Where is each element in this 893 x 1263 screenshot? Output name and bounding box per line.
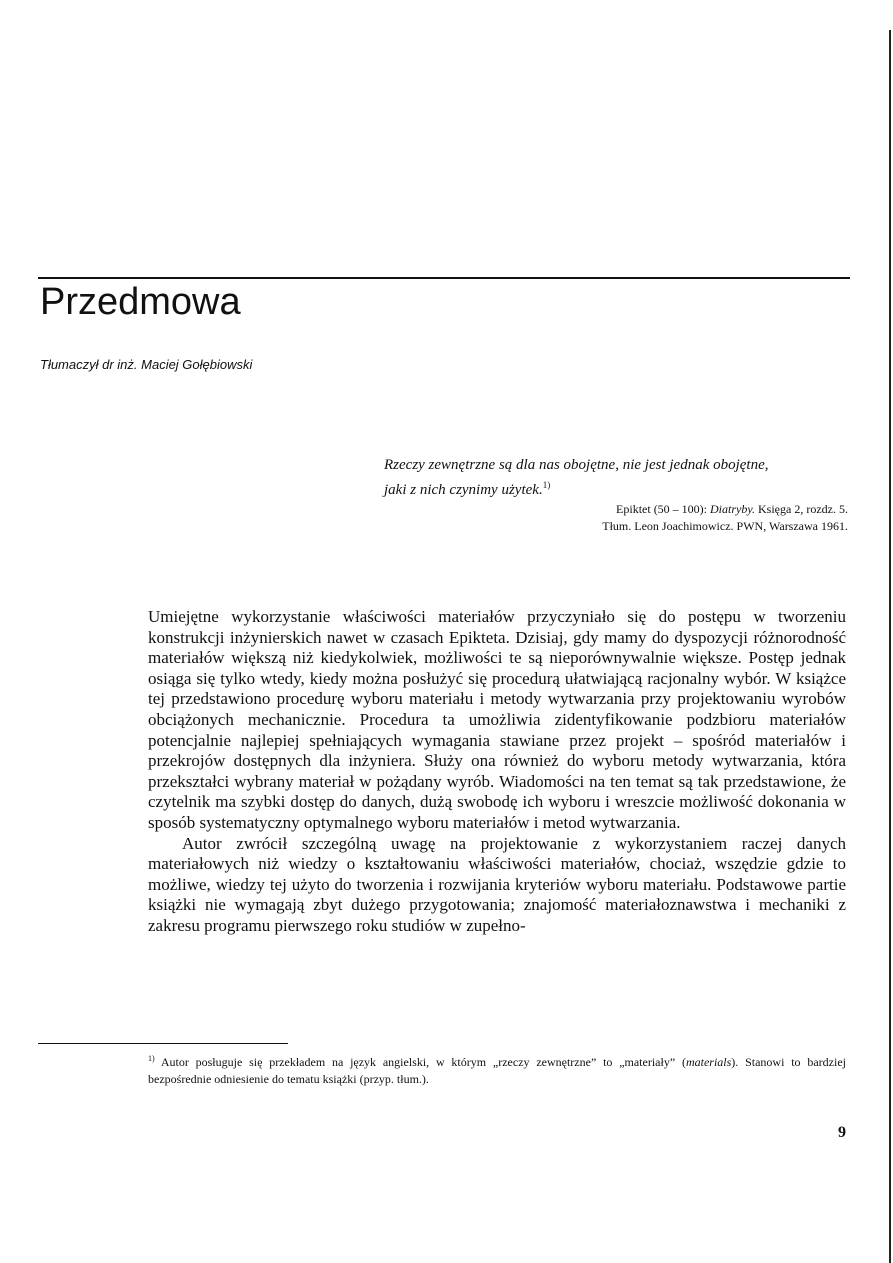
footnote-mark: 1) (148, 1054, 155, 1063)
body-text (148, 607, 846, 937)
footnote-term: materials (685, 1055, 732, 1069)
source-citation (384, 501, 848, 518)
epigraph-line-2 (384, 475, 846, 500)
heading-rule (38, 277, 850, 279)
translator-credit: Tłumaczył dr inż. Maciej Gołębiowski (40, 357, 253, 372)
page-number: 9 (838, 1124, 846, 1141)
epigraph-source (384, 501, 848, 535)
paragraph-1: Umiejętne wykorzystanie właściwości materiałów przyczyniało się do postępu w tworzeniu konstrukcji inżynierskich nawet w czasach Epikteta. Dzisiaj, gdy mamy do dyspozycji różnorodność materiałów większą niż kiedykolwiek, możliwości te są nieporównywalnie większe. Postęp jednak osiąga się tylko wtedy, kiedy można posłużyć się procedurą ułatwiającą racjonalny wybór. W książce tej przedstawiono procedurę wyboru materiału i metody wytwarzania przy projektowaniu wyrobów obciążonych mechanicznie. Procedura ta umożliwia zidentyfikowanie podzbioru materiałów potencjalnie najlepiej spełniających wymagania stawiane przez projekt – spośród materiałów i przekrojów dostępnych dla inżyniera. Służy ona również do wyboru metody wytwarzania, która przekształci wybrany materiał w pożądany wyrób. Wiadomości na ten temat są tak przedstawione, że czytelnik ma szybki dostęp do danych, dużą swobodę ich wyboru i wreszcie możliwość dokonania w sposób systematyczny optymalnego wyboru materiałów i metod wytwarzania. (148, 607, 846, 832)
footnote (148, 1050, 846, 1088)
source-work: Diatryby. (710, 502, 756, 516)
epigraph-line-1: Rzeczy zewnętrzne są dla nas obojętne, nie jest jednak obojętne, (384, 457, 769, 473)
footnote-text-after: ). Stanowi to bardziej bezpośrednie odniesienie do tematu książki (przyp. tłum.). (148, 1055, 846, 1086)
footnote-text-before: Autor posługuje się przekładem na język angielski, w którym „rzeczy zewnętrzne” to „materiały” ( (160, 1055, 686, 1069)
epigraph (384, 455, 846, 500)
source-location: Księga 2, rozdz. 5. (758, 502, 848, 516)
paragraph-2: Autor zwrócił szczególną uwagę na projektowanie z wykorzystaniem raczej danych materiałowych niż wiedzy o kształtowaniu właściwości materiałów, chociaż, wszędzie gdzie to możliwe, wiedzy tej użyto do tworzenia i rozwijania kryteriów wyboru materiału. Podstawowe partie książki nie wymagają zbyt dużego przygotowania; znajomość materiałoznawstwa i mechaniki z zakresu programu pierwszego roku studiów w zupełno- (148, 833, 846, 935)
epigraph-line-2-text: jaki z nich czynimy użytek. (384, 482, 543, 498)
page-edge-line (889, 30, 891, 1263)
footnote-rule (38, 1043, 288, 1044)
footnote-text (148, 1050, 846, 1088)
page-title: Przedmowa (40, 281, 241, 323)
source-translation: Tłum. Leon Joachimowicz. PWN, Warszawa 1961. (602, 519, 848, 533)
epigraph-footnote-mark: 1) (542, 480, 551, 490)
source-author: Epiktet (50 – 100): (616, 502, 708, 516)
